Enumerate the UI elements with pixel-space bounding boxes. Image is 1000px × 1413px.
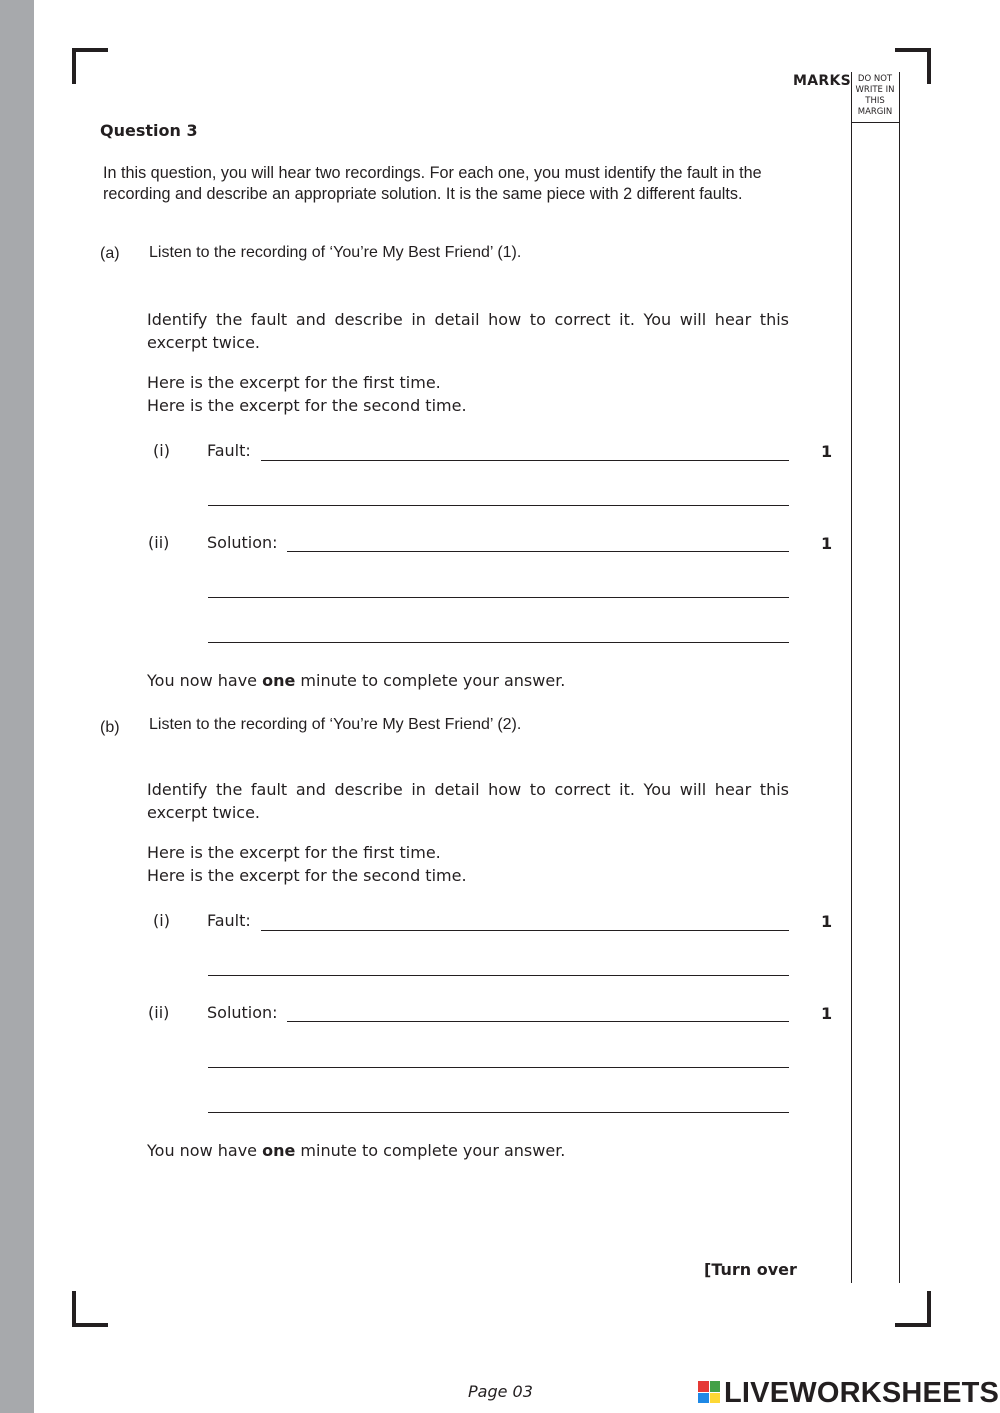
margin-note-divider — [851, 122, 899, 123]
part-a-instruction: Identify the fault and describe in detail how to correct it. You will hear this excerpt twice. — [147, 310, 789, 352]
part-b-solution-number: (ii) — [148, 1003, 170, 1022]
part-b-solution-answer-line-1[interactable] — [287, 1021, 789, 1022]
part-b-prompt: Listen to the recording of ‘You’re My Best Friend’ (2). — [149, 716, 522, 733]
question-intro: In this question, you will hear two recordings. For each one, you must identify the fault in the recording and describe an appropriate solution. It is the same piece with 2 different faults. — [103, 164, 762, 203]
part-b-time-note: You now have one minute to complete your answer. — [147, 1141, 566, 1160]
part-a-solution-label: Solution: — [207, 533, 278, 552]
part-b-instruction: Identify the fault and describe in detail how to correct it. You will hear this excerpt twice. — [147, 780, 789, 822]
margin-note: DO NOT WRITE IN THIS MARGIN — [855, 74, 895, 117]
part-a-solution-answer-line-1[interactable] — [287, 551, 789, 552]
crop-mark-bottom-right — [895, 1291, 931, 1327]
question-title: Question 3 — [100, 121, 198, 140]
part-b-fault-mark: 1 — [821, 912, 833, 931]
part-a-solution-answer-line-3[interactable] — [208, 642, 789, 643]
crop-mark-top-right — [895, 48, 931, 84]
part-a-solution-number: (ii) — [148, 533, 170, 552]
part-b-solution-answer-line-2[interactable] — [208, 1067, 789, 1068]
part-a-fault-mark: 1 — [821, 442, 833, 461]
part-b-fault-label: Fault: — [207, 911, 251, 930]
part-b-solution-label: Solution: — [207, 1003, 278, 1022]
part-b-fault-answer-line-1[interactable] — [261, 930, 789, 931]
part-b-fault-answer-line-2[interactable] — [208, 975, 789, 976]
crop-mark-top-left — [72, 48, 108, 84]
part-a-letter: (a) — [100, 245, 120, 262]
part-b-fault-number: (i) — [153, 911, 170, 930]
part-b-letter: (b) — [100, 719, 120, 736]
part-a-fault-answer-line-2[interactable] — [208, 505, 789, 506]
crop-mark-bottom-left — [72, 1291, 108, 1327]
part-a-prompt: Listen to the recording of ‘You’re My Best Friend’ (1). — [149, 244, 522, 261]
left-margin-strip — [0, 0, 34, 1413]
part-a-time-note: You now have one minute to complete your answer. — [147, 671, 566, 690]
liveworksheets-brand[interactable]: LIVEWORKSHEETS — [724, 1377, 1000, 1409]
turn-over-note: [Turn over — [704, 1260, 797, 1279]
part-b-solution-answer-line-3[interactable] — [208, 1112, 789, 1113]
part-a-solution-mark: 1 — [821, 534, 833, 553]
page-number: Page 03 — [468, 1382, 533, 1401]
part-a-fault-answer-line-1[interactable] — [261, 460, 789, 461]
part-a-solution-answer-line-2[interactable] — [208, 597, 789, 598]
liveworksheets-logo-icon — [698, 1381, 720, 1403]
part-b-solution-mark: 1 — [821, 1004, 833, 1023]
part-a-excerpt-second: Here is the excerpt for the second time. — [147, 396, 467, 415]
marks-column-label: MARKS — [793, 73, 851, 89]
part-a-excerpt-first: Here is the excerpt for the first time. — [147, 373, 441, 392]
part-a-fault-number: (i) — [153, 441, 170, 460]
part-b-excerpt-second: Here is the excerpt for the second time. — [147, 866, 467, 885]
part-b-excerpt-first: Here is the excerpt for the first time. — [147, 843, 441, 862]
do-not-write-margin-column — [851, 72, 900, 1283]
part-a-fault-label: Fault: — [207, 441, 251, 460]
